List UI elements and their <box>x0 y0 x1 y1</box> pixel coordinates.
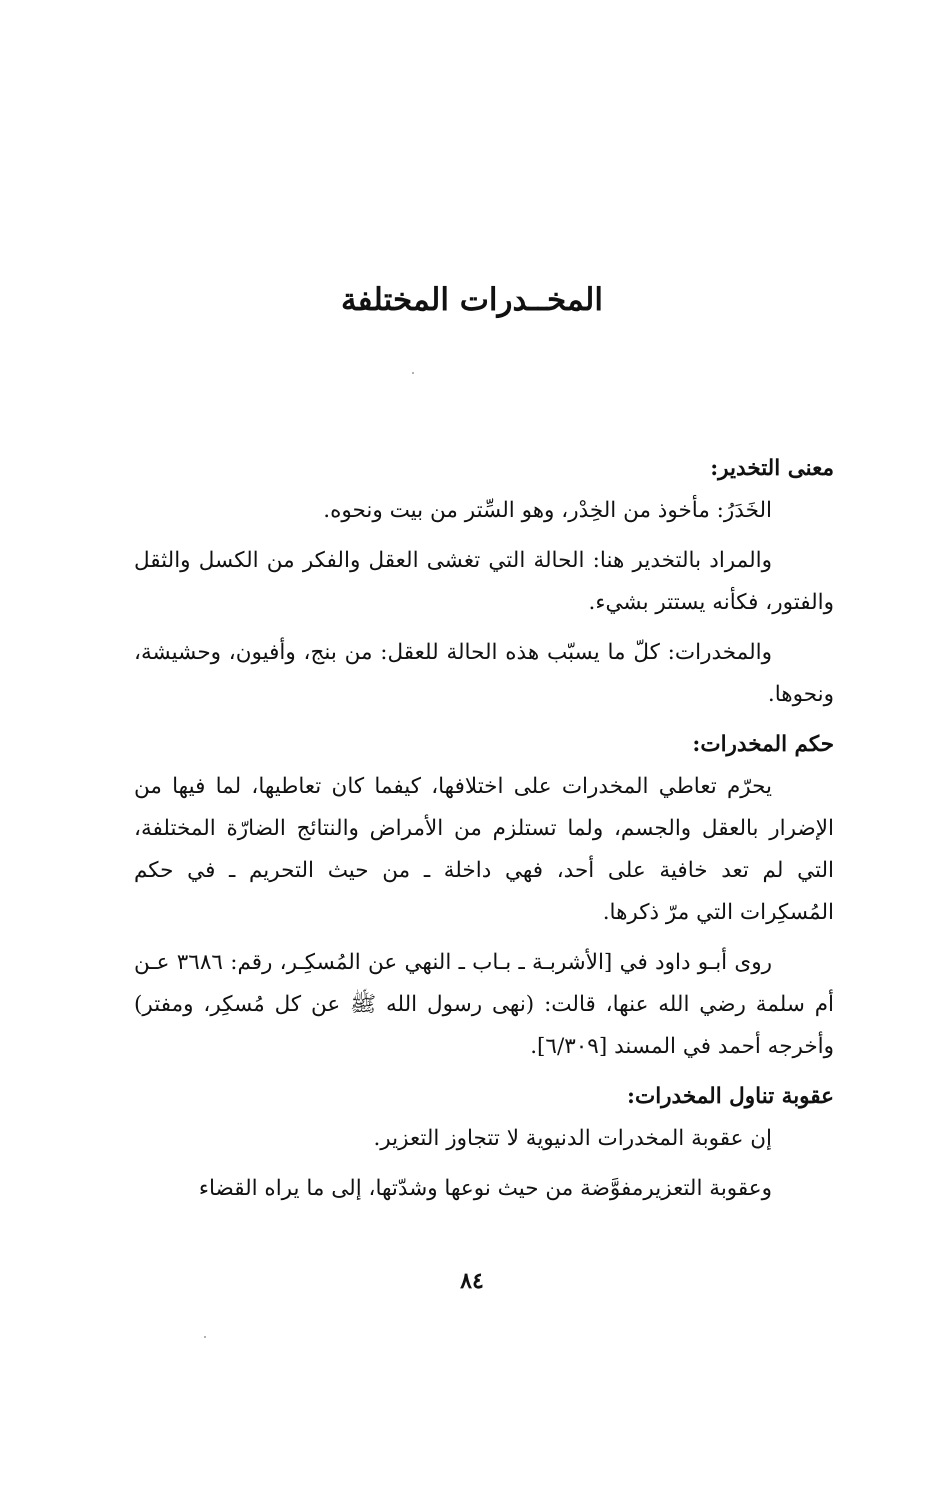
scan-speck <box>412 372 414 374</box>
paragraph: وعقوبة التعزيرمفوَّضة من حيث نوعها وشدّتها، إلى ما يراه القضاء <box>198 1176 772 1201</box>
section-heading: معنى التخدير: <box>710 456 834 481</box>
body-text <box>134 448 834 1218</box>
section-heading: حكم المخدرات: <box>692 732 834 757</box>
page-number: ٨٤ <box>460 1268 484 1294</box>
section-heading: عقوبة تناول المخدرات: <box>627 1084 834 1109</box>
paragraph: والمراد بالتخدير هنا: الحالة التي تغشى العقل والفكر من الكسل والثقل والفتور، فكأنه يستتر بشيء. <box>134 548 834 615</box>
page-title: المخــدرات المختلفة <box>341 282 603 318</box>
scan-speck <box>204 1336 206 1338</box>
paragraph: والمخدرات: كلّ ما يسبّب هذه الحالة للعقل: من بنج، وأفيون، وحشيشة، ونحوها. <box>134 640 834 707</box>
paragraph: يحرّم تعاطي المخدرات على اختلافها، كيفما كان تعاطيها، لما فيها من الإضرار بالعقل والجسم، ولما تستلزم من الأمراض والنتائج الضارّة المختلفة، التي لم تعد خافية على أحد، فهي داخلة ـ من حيث التحريم ـ في حكم المُسكِرات التي مرّ ذكرها. <box>134 774 834 925</box>
paragraph: إن عقوبة المخدرات الدنيوية لا تتجاوز التعزير. <box>373 1126 772 1151</box>
paragraph: الخَدَرُ: مأخوذ من الخِدْر، وهو السِّتر من بيت ونحوه. <box>323 498 772 523</box>
paragraph: روى أبـو داود في [الأشربـة ـ بـاب ـ النهي عن المُسكِـر، رقم: ٣٦٨٦ عـن أم سلمة رضي الله عنها، قالت: (نهى رسول الله ﷺ عن كل مُسكِر، ومفتر) وأخرجه أحمد في المسند [٦/٣٠٩]. <box>134 950 834 1059</box>
section-meaning <box>134 448 834 716</box>
section-ruling <box>134 724 834 1068</box>
section-punishment <box>134 1076 834 1210</box>
